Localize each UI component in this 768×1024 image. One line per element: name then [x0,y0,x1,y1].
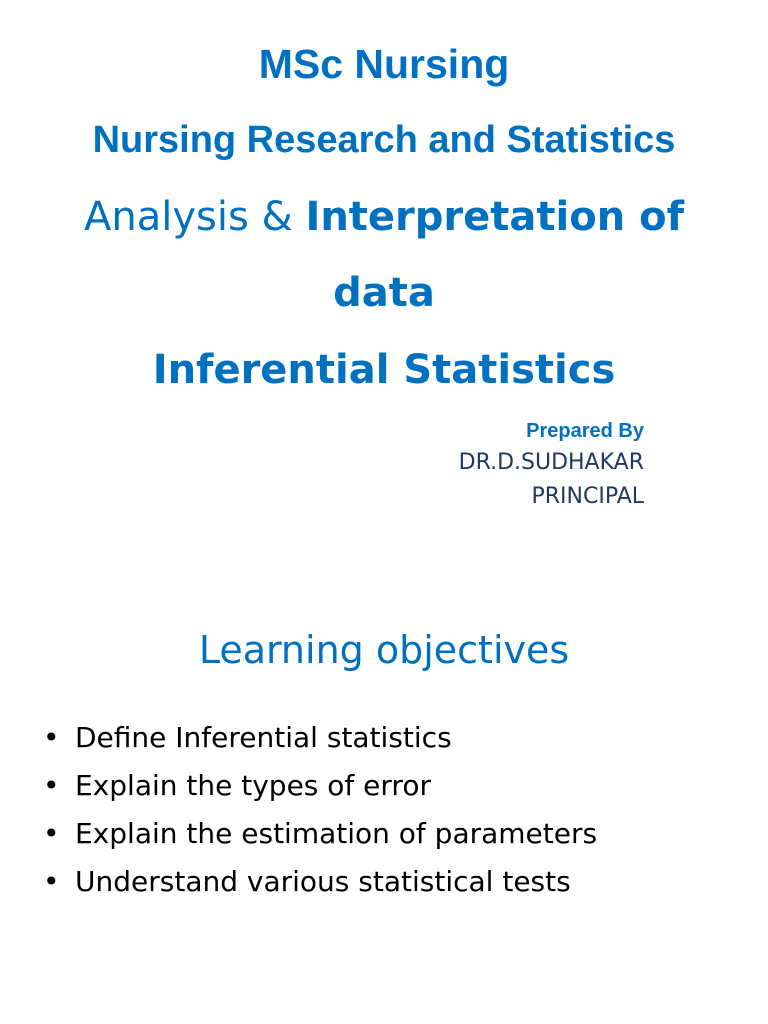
list-item [0,762,768,810]
learning-objectives-list [0,714,768,906]
topic-title-line-3: Inferential Statistics [152,347,616,393]
topic-title-line-1 [0,192,768,242]
bullet-icon: • [43,865,60,898]
author-role: PRINCIPAL [531,484,644,509]
topic-title-line-2: data [333,270,435,316]
bullet-icon: • [43,721,60,754]
bullet-icon: • [43,817,60,850]
author-name: DR.D.SUDHAKAR [458,450,644,475]
bullet-icon: • [43,769,60,802]
topic-title-bold-part: Interpretation of [305,194,684,240]
list-item [0,714,768,762]
objective-text: Explain the types of error [75,769,431,802]
prepared-by-label: Prepared By [526,420,644,442]
learning-objectives-heading: Learning objectives [198,628,570,672]
list-item [0,810,768,858]
topic-title-normal-part: Analysis & [84,194,306,240]
list-item [0,858,768,906]
objective-text: Understand various statistical tests [75,865,571,898]
subject-title: Nursing Research and Statistics [92,119,676,161]
objective-text: Define Inferential statistics [75,721,452,754]
course-title: MSc Nursing [258,41,510,87]
objective-text: Explain the estimation of parameters [75,817,598,850]
